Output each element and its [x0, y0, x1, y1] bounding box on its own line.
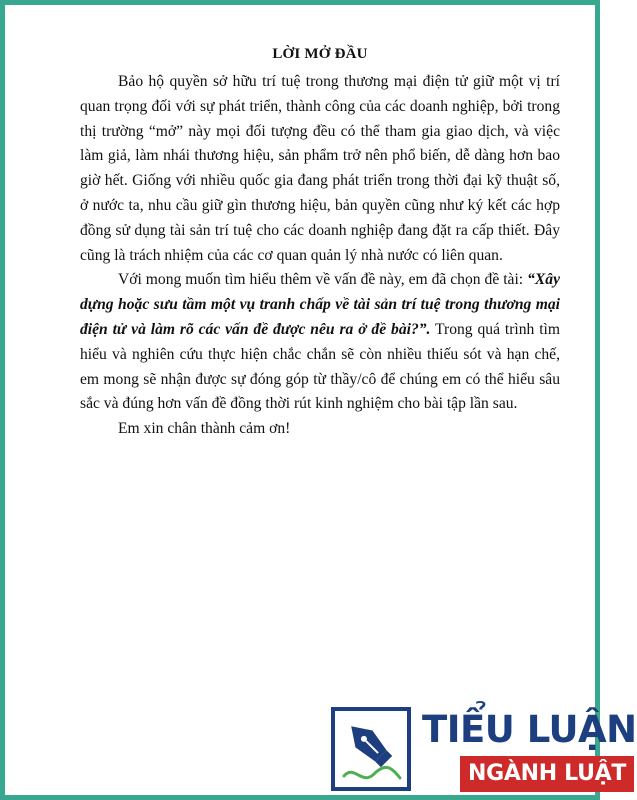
- brand-name-line1: TIỂU LUẬN: [422, 708, 637, 751]
- brand-name-line2: NGÀNH LUẬT: [460, 756, 634, 792]
- document-body: [80, 44, 560, 442]
- closing-line: Em xin chân thành cảm ơn!: [118, 420, 291, 438]
- paragraph-2: [80, 268, 560, 417]
- topic-title: “Xây dựng hoặc sưu tầm một vụ tranh chấp về tài sản trí tuệ trong thương mại điện tử và làm rõ các vấn đề được nêu ra ở đề bài?”.: [80, 271, 560, 338]
- paragraph-1: Bảo hộ quyền sở hữu trí tuệ trong thương mại điện tử giữ một vị trí quan trọng đối với sự phát triển, thành công của các doanh nghiệp, bởi trong thị trường “mở” này mọi đối tượng đều có thể tham gia giao dịch, và việc làm giả, làm nhái thương hiệu, sản phẩm trở nên phổ biến, dễ dàng hơn bao giờ hết. Giống với nhiều quốc gia đang phát triển trong thời đại kỹ thuật số, ở nước ta, nhu cầu giữ gìn thương hiệu, bản quyền cũng như ký kết các hợp đồng sử dụng tài sản trí tuệ cho các doanh nghiệp đang đặt ra cấp thiết. Đây cũng là trách nhiệm của các cơ quan quản lý nhà nước có liên quan.: [80, 73, 560, 264]
- fountain-pen-icon: [330, 706, 412, 792]
- document-title: LỜI MỞ ĐẦU: [272, 46, 368, 62]
- brand-logo: [330, 706, 637, 792]
- paragraph-2-rest: Trong quá trình tìm hiểu và nghiên cứu thực hiện chắc chắn sẽ còn nhiều thiếu sót và hạn chế, em mong sẽ nhận được sự đóng góp từ thầy/cô để chúng em có thể hiểu sâu sắc và đúng hơn vấn đề đồng thời rút kinh nghiệm cho bài tập lần sau.: [80, 320, 560, 413]
- paragraph-2-intro: Với mong muốn tìm hiểu thêm về vấn đề này, em đã chọn đề tài:: [118, 271, 528, 289]
